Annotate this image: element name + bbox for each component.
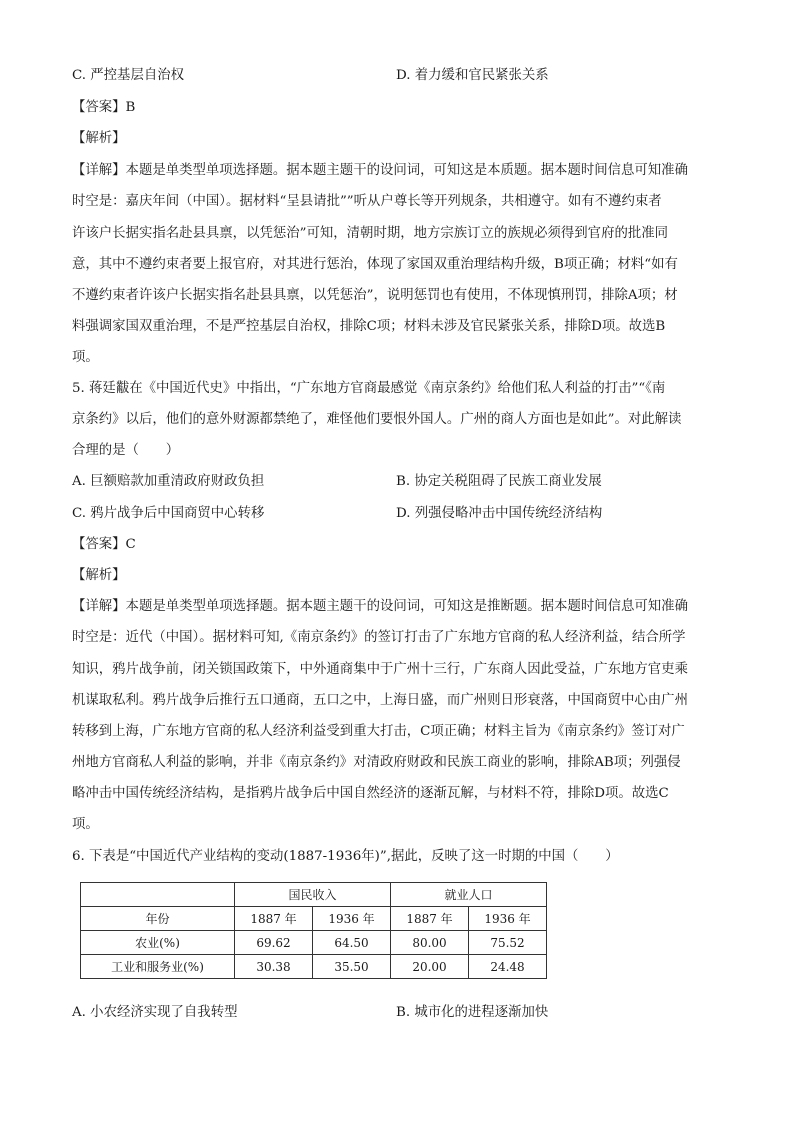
table-year-header: 1936 年 xyxy=(469,907,547,931)
q5-detail-line: 略冲击中国传统经济结构，是指鸦片战争后中国自然经济的逐渐瓦解，与材料不符，排除D项。故选C xyxy=(72,786,669,801)
q5-option-c: C. 鸦片战争后中国商贸中心转移 xyxy=(72,506,265,521)
table-group-header: 国民收入 xyxy=(235,883,391,907)
table-cell: 69.62 xyxy=(235,931,313,955)
q5-detail-line: 知识，鸦片战争前，闭关锁国政策下，中外通商集中于广州十三行，广东商人因此受益，广东地方官吏乘 xyxy=(72,662,688,677)
table-row-label: 工业和服务业(%) xyxy=(81,955,235,979)
q5-detail-line: 【详解】本题是单类型单项选择题。据本题主题干的设问词，可知这是推断题。据本题时间信息可知准确 xyxy=(72,599,688,614)
q4-detail-line: 项。 xyxy=(72,350,99,365)
table-row xyxy=(81,931,547,955)
table-cell: 64.50 xyxy=(313,931,391,955)
table-cell: 75.52 xyxy=(469,931,547,955)
q4-detail-line: 意，其中不遵约束者要上报官府，对其进行惩治，体现了家国双重治理结构升级，B项正确；材料“如有 xyxy=(72,257,678,272)
table-cell: 20.00 xyxy=(391,955,469,979)
q5-detail-line: 项。 xyxy=(72,817,99,832)
q5-detail-line: 时空是：近代（中国）。据材料可知,《南京条约》的签订打击了广东地方官商的私人经济利益，结合所学 xyxy=(72,630,686,645)
q5-detail-line: 机谋取私利。鸦片战争后推行五口通商，五口之中，上海日盛，而广州则日形衰落，中国商贸中心由广州 xyxy=(72,693,688,708)
q4-answer: 【答案】B xyxy=(72,100,136,115)
table-row xyxy=(81,955,547,979)
q6-option-b: B. 城市化的进程逐渐加快 xyxy=(396,1005,549,1020)
q5-stem-line: 合理的是（ ） xyxy=(72,443,180,458)
q5-option-b: B. 协定关税阻碍了民族工商业发展 xyxy=(396,474,602,489)
table-cell: 35.50 xyxy=(313,955,391,979)
q4-detail-line: 料强调家国双重治理，不是严控基层自治权，排除C项；材料未涉及官民紧张关系，排除D项。故选B xyxy=(72,319,666,334)
table-corner-cell xyxy=(81,883,235,907)
q5-answer: 【答案】C xyxy=(72,537,136,552)
table-year-header: 1887 年 xyxy=(391,907,469,931)
q4-option-c: C. 严控基层自治权 xyxy=(72,68,185,83)
q4-detail-line: 许该户长据实指名赴县具禀，以凭惩治”可知，清朝时期，地方宗族订立的族规必须得到官府的批准同 xyxy=(72,226,669,241)
q5-stem-line: 5. 蒋廷黻在《中国近代史》中指出，“广东地方官商最感觉《南京条约》给他们私人利益的打击”“《南 xyxy=(72,381,666,396)
q5-analysis-label: 【解析】 xyxy=(72,568,126,583)
table-group-header: 就业人口 xyxy=(391,883,547,907)
q4-detail-line: 【详解】本题是单类型单项选择题。据本题主题干的设问词，可知这是本质题。据本题时间信息可知准确 xyxy=(72,163,688,178)
q5-detail-line: 州地方官商私人利益的影响，并非《南京条约》对清政府财政和民族工商业的影响，排除AB项；列强侵 xyxy=(72,755,681,770)
table-year-header: 1936 年 xyxy=(313,907,391,931)
table-row-label: 农业(%) xyxy=(81,931,235,955)
q6-stem: 6. 下表是“中国近代产业结构的变动(1887-1936年)”,据此，反映了这一时期的中国（ ） xyxy=(72,849,619,864)
q4-analysis-label: 【解析】 xyxy=(72,131,126,146)
table-cell: 30.38 xyxy=(235,955,313,979)
table-cell: 24.48 xyxy=(469,955,547,979)
q4-detail-line: 不遵约束者许该户长据实指名赴县具禀，以凭惩治”，说明惩罚也有使用，不体现慎刑罚，排除A项；材 xyxy=(72,288,678,303)
q6-option-a: A. 小农经济实现了自我转型 xyxy=(72,1005,238,1020)
q4-option-d: D. 着力缓和官民紧张关系 xyxy=(396,68,549,83)
q4-detail-line: 时空是：嘉庆年间（中国）。据材料“呈县请批””听从户尊长等开列规条，共相遵守。如有不遵约束者 xyxy=(72,194,662,209)
q5-option-d: D. 列强侵略冲击中国传统经济结构 xyxy=(396,506,603,521)
q5-stem-line: 京条约》以后，他们的意外财源都禁绝了，难怪他们要恨外国人。广州的商人方面也是如此”。对此解读 xyxy=(72,412,682,427)
q5-option-a: A. 巨额赔款加重清政府财政负担 xyxy=(72,474,265,489)
industry-structure-table xyxy=(80,882,547,979)
table-cell: 80.00 xyxy=(391,931,469,955)
q5-detail-line: 转移到上海，广东地方官商的私人经济利益受到重大打击，C项正确；材料主旨为《南京条约》签订对广 xyxy=(72,724,685,739)
table-row-header-label: 年份 xyxy=(81,907,235,931)
table-year-header: 1887 年 xyxy=(235,907,313,931)
